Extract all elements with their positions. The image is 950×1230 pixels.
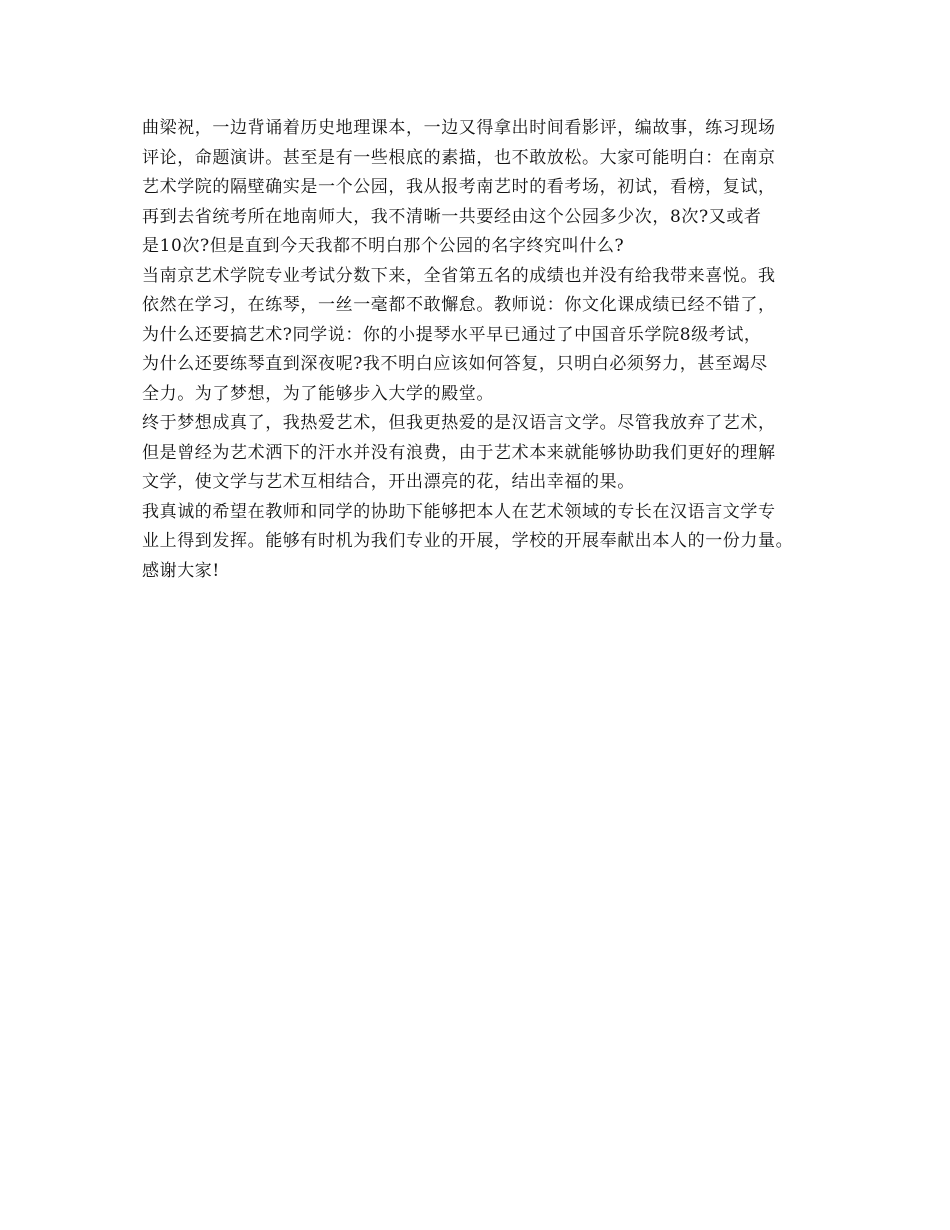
text-line: 再到去省统考所在地南师大，我不清晰一共要经由这个公园多少次，8次?又或者 [142, 206, 762, 227]
text-line: 依然在学习，在练琴，一丝一毫都不敢懈怠。教师说：你文化课成绩已经不错了， [142, 295, 776, 315]
text-line: 为什么还要练琴直到深夜呢?我不明白应该如何答复，只明白必须努力，甚至竭尽 [142, 354, 768, 374]
text-line: 曲梁祝，一边背诵着历史地理课本，一边又得拿出时间看影评，编故事，练习现场 [142, 118, 776, 138]
text-line: 感谢大家! [142, 560, 220, 581]
text-line: 为什么还要搞艺术?同学说：你的小提琴水平早已通过了中国音乐学院8级考试， [142, 324, 762, 345]
text-line: 评论，命题演讲。甚至是有一些根底的素描，也不敢放松。大家可能明白：在南京 [142, 147, 776, 168]
text-line: 终于梦想成真了，我热爱艺术，但我更热爱的是汉语言文学。尽管我放弃了艺术， [142, 413, 776, 433]
text-line: 当南京艺术学院专业考试分数下来，全省第五名的成绩也并没有给我带来喜悦。我 [142, 265, 776, 286]
text-line: 业上得到发挥。能够有时机为我们专业的开展，学校的开展奉献出本人的一份力量。 [142, 531, 794, 551]
text-line: 文学，使文学与艺术互相结合，开出漂亮的花，结出幸福的果。 [142, 472, 635, 492]
text-line: 全力。为了梦想，为了能够步入大学的殿堂。 [142, 383, 494, 404]
text-line: 是10次?但是直到今天我都不明白那个公园的名字终究叫什么? [142, 236, 625, 256]
document-body [142, 114, 842, 586]
text-line: 艺术学院的隔壁确实是一个公园，我从报考南艺时的看考场，初试，看榜，复试， [142, 177, 776, 197]
text-line: 我真诚的希望在教师和同学的协助下能够把本人在艺术领域的专长在汉语言文学专 [142, 501, 776, 522]
text-line: 但是曾经为艺术洒下的汗水并没有浪费，由于艺术本来就能够协助我们更好的理解 [142, 442, 776, 463]
